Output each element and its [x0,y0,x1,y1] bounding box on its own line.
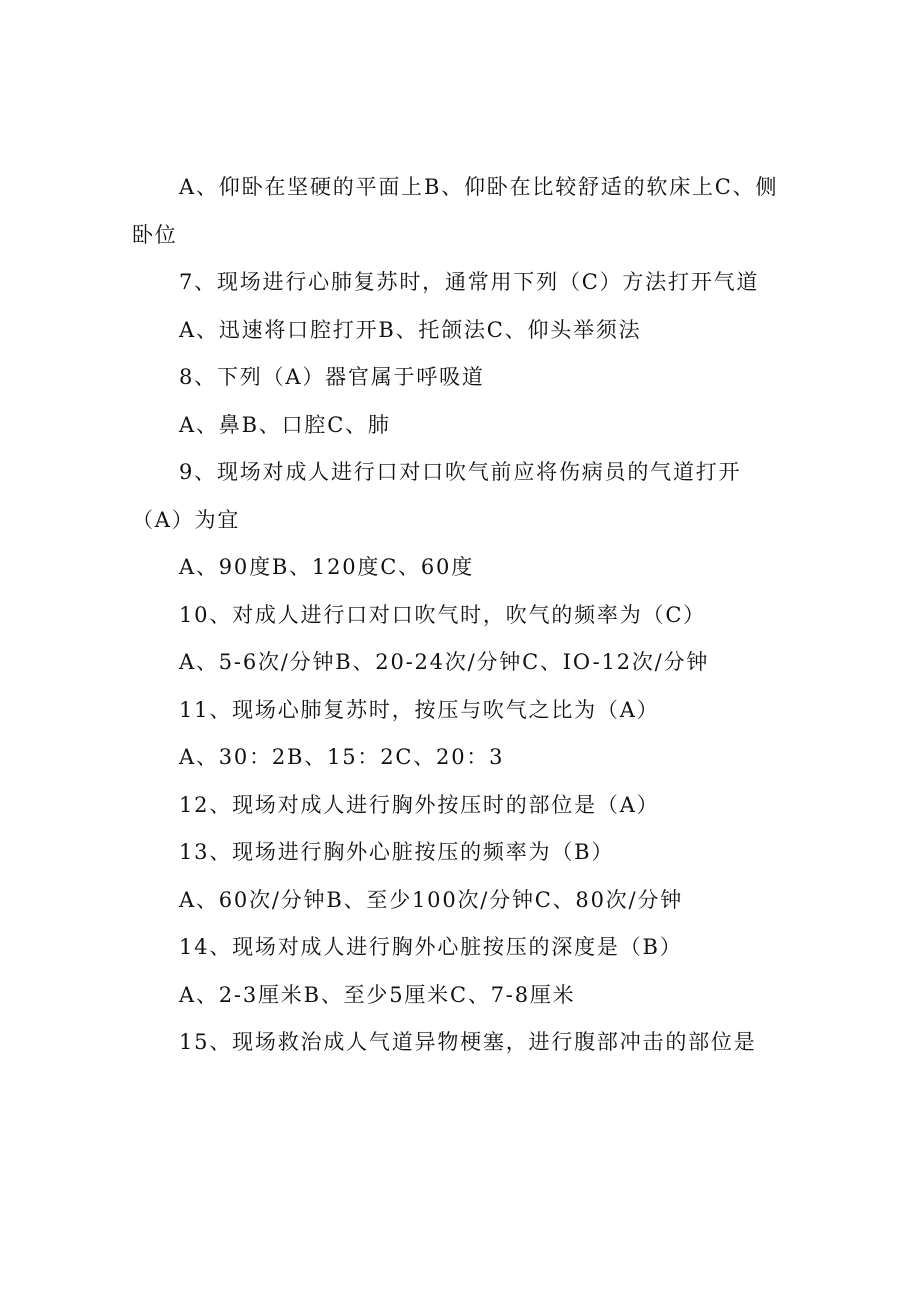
paragraph-q10-options: A、5-6次/分钟B、20-24次/分钟C、IO-12次/分钟 [179,650,710,674]
paragraph-q13: 13、现场进行胸外心脏按压的频率为（B） [179,840,615,864]
paragraph-q14-options: A、2-3厘米B、至少5厘米C、7-8厘米 [179,982,576,1007]
paragraph-q7: 7、现场进行心肺复苏时，通常用下列（C）方法打开气道 [179,270,760,294]
paragraph-q9-options: A、90度B、120度C、60度 [179,555,474,579]
paragraph-q11-options: A、30：2B、15：2C、20：3 [179,745,505,769]
document-body [132,164,792,1067]
paragraph-q9: 9、现场对成人进行口对口吹气前应将伤病员的气道打开（A）为宜 [132,460,742,532]
paragraph-q11: 11、现场心肺复苏时，按压与吹气之比为（A） [179,697,660,722]
paragraph-q12: 12、现场对成人进行胸外按压时的部位是（A） [179,792,660,817]
paragraph-q10: 10、对成人进行口对口吹气时，吹气的频率为（C） [179,602,706,627]
paragraph-q8: 8、下列（A）器官属于呼吸道 [179,365,485,389]
paragraph-q14: 14、现场对成人进行胸外心脏按压的深度是（B） [179,935,683,959]
paragraph-q15: 15、现场救治成人气道异物梗塞，进行腹部冲击的部位是 [179,1030,757,1054]
paragraph-q7-options: A、迅速将口腔打开B、托颌法C、仰头举须法 [179,317,642,342]
paragraph-q13-options: A、60次/分钟B、至少100次/分钟C、80次/分钟 [179,887,684,912]
paragraph-q8-options: A、鼻B、口腔C、肺 [179,412,391,437]
paragraph-q6-options: A、仰卧在坚硬的平面上B、仰卧在比较舒适的软床上C、侧卧位 [132,175,779,247]
